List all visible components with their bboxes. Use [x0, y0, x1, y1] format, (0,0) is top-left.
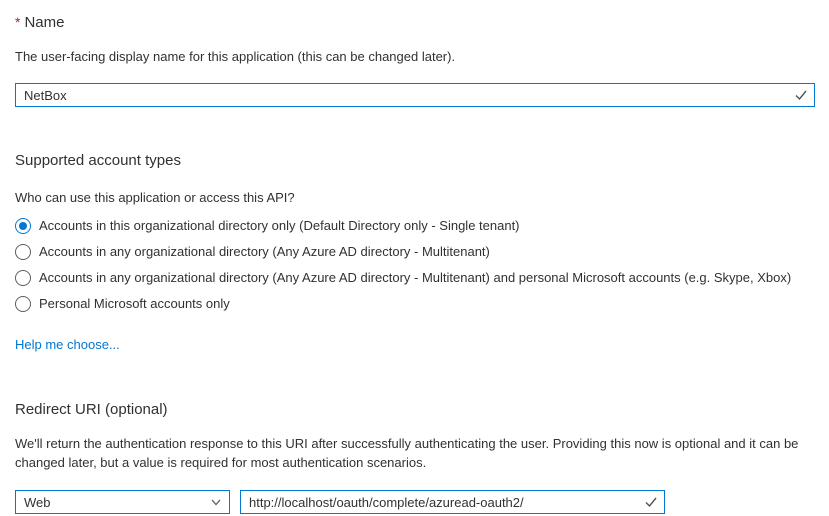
redirect-uri-input[interactable] — [241, 491, 664, 513]
radio-icon — [15, 218, 31, 234]
account-types-section-title: Supported account types — [15, 152, 181, 169]
redirect-uri-controls — [15, 490, 815, 514]
radio-icon — [15, 296, 31, 312]
platform-select[interactable] — [15, 490, 230, 514]
name-input-wrap — [15, 83, 815, 107]
radio-option-single-tenant[interactable] — [15, 218, 815, 234]
redirect-uri-section-title: Redirect URI (optional) — [15, 401, 168, 418]
radio-icon — [15, 244, 31, 260]
account-types-question: Who can use this application or access this API? — [15, 190, 295, 205]
radio-option-label: Accounts in any organizational directory (Any Azure AD directory - Multitenant) and personal Microsoft accounts (e.g. Skype, Xbox) — [39, 270, 792, 285]
radio-option-label: Accounts in any organizational directory (Any Azure AD directory - Multitenant) — [39, 244, 490, 259]
radio-option-label: Accounts in this organizational directory only (Default Directory only - Single tenant) — [39, 218, 520, 233]
redirect-uri-description: We'll return the authentication response to this URI after successfully authenticating the user. Providing this now is optional and it can be changed later, but a value is required for most authentication scenarios. — [15, 436, 799, 470]
radio-option-personal-only[interactable] — [15, 296, 815, 312]
name-title-text: Name — [24, 14, 65, 31]
help-me-choose-link[interactable]: Help me choose... — [15, 337, 120, 352]
required-asterisk: * — [15, 14, 21, 30]
redirect-uri-input-wrap — [240, 490, 665, 514]
radio-icon — [15, 270, 31, 286]
name-input[interactable] — [16, 84, 814, 106]
name-section-title — [15, 12, 815, 33]
name-description: The user-facing display name for this application (this can be changed later). — [15, 49, 456, 64]
radio-option-label: Personal Microsoft accounts only — [39, 296, 230, 311]
radio-option-multitenant-personal[interactable] — [15, 270, 815, 286]
platform-select-value: Web — [24, 494, 51, 510]
account-types-radio-group — [15, 218, 815, 312]
radio-option-multitenant[interactable] — [15, 244, 815, 260]
